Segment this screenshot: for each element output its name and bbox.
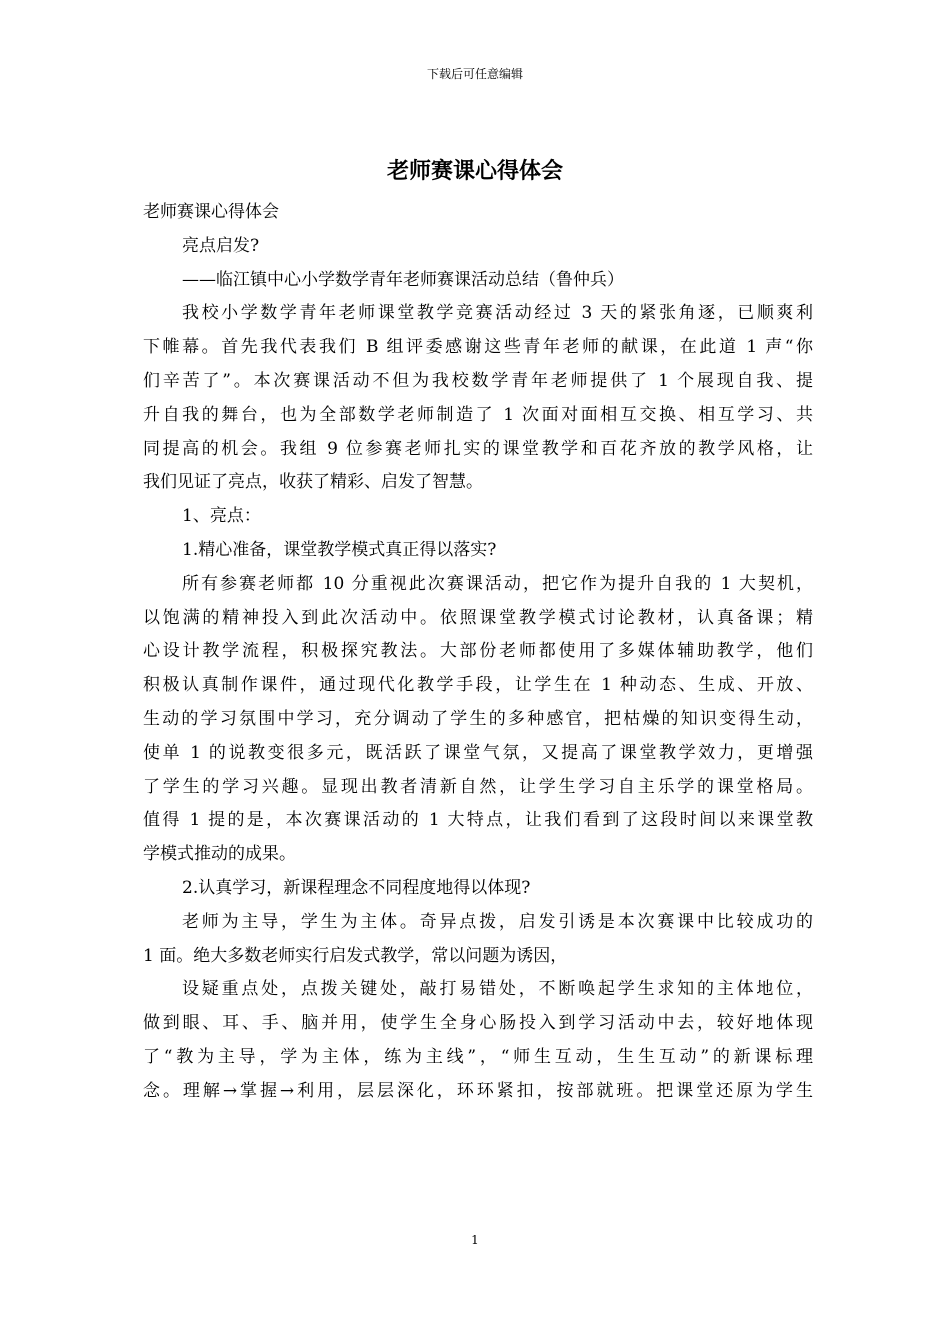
body-line: 老师为主导，学生为主体。奇异点拨，启发引诱是本次赛课中比较成功的	[182, 911, 813, 932]
body-line: 积极认真制作课件，通过现代化教学手段，让学生在 1 种动态、生成、开放、	[143, 675, 813, 696]
body-line: 学模式推动的成果。	[143, 844, 296, 865]
body-line: 1.精心准备，课堂教学模式真正得以落实?	[182, 539, 497, 560]
body-line: 我校小学数学青年老师课堂教学竞赛活动经过 3 天的紧张角逐，已顺爽利	[182, 303, 813, 324]
body-line: 1、亮点：	[182, 506, 261, 527]
body-line: 值得 1 提的是，本次赛课活动的 1 大特点，让我们看到了这段时间以来课堂教	[143, 810, 813, 831]
body-line: 所有参赛老师都 10 分重视此次赛课活动，把它作为提升自我的 1 大契机，	[182, 573, 813, 594]
body-line: 我们见证了亮点，收获了精彩、启发了智慧。	[143, 472, 483, 493]
body-line: 心设计教学流程，积极探究教法。大部份老师都使用了多媒体辅助教学，他们	[143, 641, 813, 662]
body-line: 了“教为主导，学为主体，练为主线”，“师生互动，生生互动”的新课标理	[143, 1046, 813, 1067]
body-line: 下帷幕。首先我代表我们 B 组评委感谢这些青年老师的献课，在此道 1 声“你	[143, 337, 813, 358]
body-line: 老师赛课心得体会	[143, 202, 279, 222]
body-line: 升自我的舞台，也为全部数学老师制造了 1 次面对面相互交换、相互学习、共	[143, 404, 813, 425]
body-line: 亮点启发?	[182, 235, 260, 256]
body-line: 1 面。绝大多数老师实行启发式教学，常以问题为诱因，	[143, 945, 568, 966]
body-line: 做到眼、耳、手、脑并用，使学生全身心肠投入到学习活动中去，较好地体现	[143, 1013, 813, 1034]
page-header: 下载后可任意编辑	[426, 67, 523, 81]
body-line: 同提高的机会。我组 9 位参赛老师扎实的课堂教学和百花齐放的教学风格，让	[143, 438, 813, 459]
document-body	[143, 196, 813, 1109]
body-line: 们辛苦了”。本次赛课活动不但为我校数学青年老师提供了 1 个展现自我、提	[143, 370, 813, 391]
body-line: 以饱满的精神投入到此次活动中。依照课堂教学模式讨论教材，认真备课；精	[143, 607, 813, 628]
body-line: 设疑重点处，点拨关键处，敲打易错处，不断唤起学生求知的主体地位，	[182, 979, 813, 1000]
body-line: 生动的学习氛围中学习，充分调动了学生的多种感官，把枯燥的知识变得生动，	[143, 708, 813, 729]
document-title: 老师赛课心得体会	[386, 158, 563, 184]
page-number: 1	[471, 1233, 479, 1247]
body-line: 使单 1 的说教变很多元，既活跃了课堂气氛，又提高了课堂教学效力，更增强	[143, 742, 813, 763]
body-line: 念。理解→掌握→利用，层层深化，环环紧扣，按部就班。把课堂还原为学生	[143, 1080, 813, 1101]
body-line: ——临江镇中心小学数学青年老师赛课活动总结（鲁仲兵）	[182, 269, 624, 290]
body-line: 2.认真学习，新课程理念不同程度地得以体现?	[182, 877, 531, 898]
body-line: 了学生的学习兴趣。显现出教者清新自然，让学生学习自主乐学的课堂格局。	[143, 776, 813, 797]
